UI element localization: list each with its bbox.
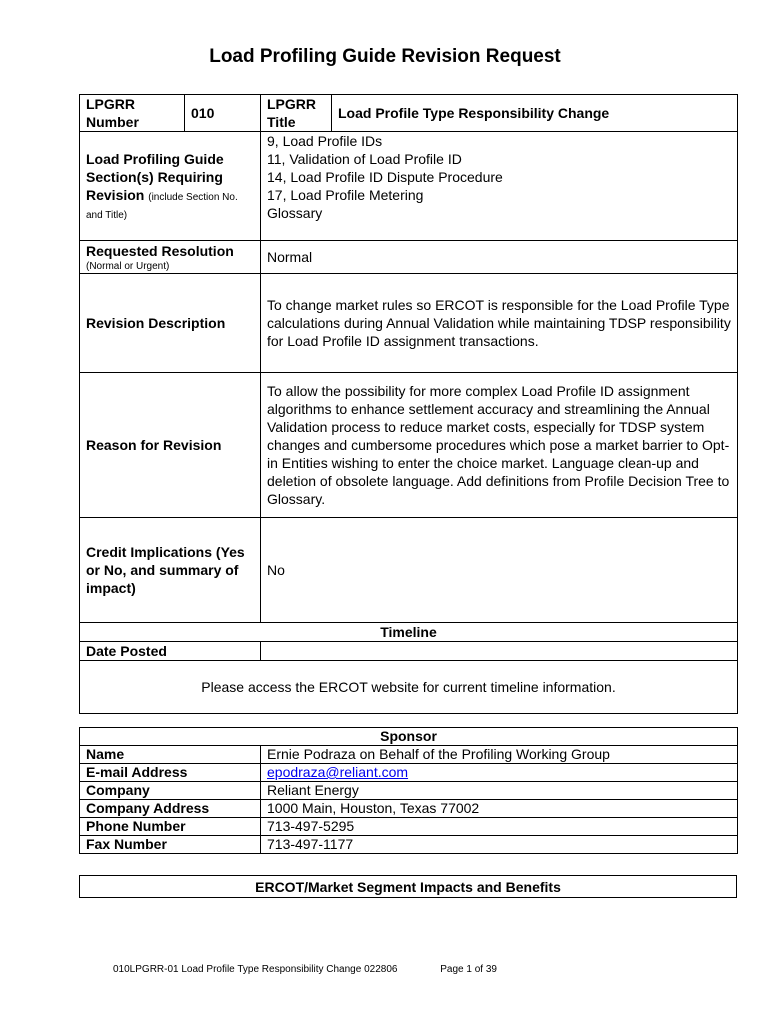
section-item: Glossary <box>267 205 323 221</box>
resolution-value: Normal <box>261 241 738 274</box>
sponsor-label: Company <box>80 782 261 800</box>
credit-row <box>80 518 738 623</box>
timeline-header: Timeline <box>80 623 738 642</box>
sponsor-header-row <box>80 728 738 746</box>
sponsor-row <box>80 782 738 800</box>
timeline-header-row <box>80 623 738 642</box>
resolution-label: Requested Resolution <box>86 242 234 259</box>
sponsor-email-link[interactable]: epodraza@reliant.com <box>267 764 409 780</box>
page-title: Load Profiling Guide Revision Request <box>209 46 561 67</box>
reason-label: Reason for Revision <box>80 373 261 518</box>
sections-list <box>261 132 738 241</box>
sponsor-row <box>80 764 738 782</box>
section-item: 14, Load Profile ID Dispute Procedure <box>267 169 503 185</box>
sponsor-label: Fax Number <box>80 836 261 854</box>
lpgrr-number-label: LPGRR Number <box>80 95 185 132</box>
sections-label: Load Profiling Guide Section(s) Requiring Revision <box>86 151 224 203</box>
sponsor-value: Reliant Energy <box>261 782 738 800</box>
impacts-table <box>79 875 737 898</box>
sponsor-row <box>80 800 738 818</box>
impacts-header: ERCOT/Market Segment Impacts and Benefits <box>80 876 737 898</box>
reason-value: To allow the possibility for more complex Load Profile ID assignment algorithms to enhance settlement accuracy and streamlining the Annual Validation process to reduce market costs, especially for TDSP system changes and cumbersome procedures which pose a market barrier to Opt-in Entities wishing to enter the choice market. Language clean-up and deletion of obsolete language. Add definitions from Profile Decision Tree to Glossary. <box>261 373 738 518</box>
number-row <box>80 95 738 132</box>
sponsor-value: 713-497-1177 <box>261 836 738 854</box>
sponsor-row <box>80 746 738 764</box>
lpgrr-title-label: LPGRR Title <box>261 95 332 132</box>
section-item: 17, Load Profile Metering <box>267 187 424 203</box>
sponsor-label: E-mail Address <box>80 764 261 782</box>
sponsor-label: Company Address <box>80 800 261 818</box>
timeline-note: Please access the ERCOT website for current timeline information. <box>80 661 738 714</box>
resolution-note: (Normal or Urgent) <box>86 260 170 272</box>
section-item: 11, Validation of Load Profile ID <box>267 151 462 167</box>
description-label: Revision Description <box>80 274 261 373</box>
sections-label-cell <box>80 132 261 241</box>
sponsor-email-cell <box>261 764 738 782</box>
sponsor-label: Name <box>80 746 261 764</box>
resolution-label-cell <box>80 241 261 274</box>
credit-value: No <box>261 518 738 623</box>
impacts-header-row <box>80 876 737 898</box>
sponsor-value: Ernie Podraza on Behalf of the Profiling Working Group <box>261 746 738 764</box>
description-value: To change market rules so ERCOT is responsible for the Load Profile Type calculations during Annual Validation while maintaining TDSP responsibility for Load Profile ID assignment transactions. <box>261 274 738 373</box>
lpgrr-number-value: 010 <box>185 95 261 132</box>
sponsor-value: 1000 Main, Houston, Texas 77002 <box>261 800 738 818</box>
sections-note: (include Section No. and Title) <box>86 192 238 221</box>
lpgrr-title-value: Load Profile Type Responsibility Change <box>332 95 738 132</box>
sponsor-table <box>79 727 738 854</box>
footer-page-number: Page 1 of 39 <box>440 964 497 975</box>
date-posted-value <box>261 642 738 661</box>
resolution-row <box>80 241 738 274</box>
credit-label: Credit Implications (Yes or No, and summary of impact) <box>80 518 261 623</box>
date-posted-label: Date Posted <box>80 642 261 661</box>
description-row <box>80 274 738 373</box>
sponsor-label: Phone Number <box>80 818 261 836</box>
page-footer <box>113 964 497 975</box>
timeline-note-row <box>80 661 738 714</box>
footer-doc-id: 010LPGRR-01 Load Profile Type Responsibility Change 022806 <box>113 964 398 975</box>
sections-row <box>80 132 738 241</box>
request-table <box>79 94 738 714</box>
sponsor-row <box>80 836 738 854</box>
sponsor-row <box>80 818 738 836</box>
sponsor-header: Sponsor <box>80 728 738 746</box>
sponsor-value: 713-497-5295 <box>261 818 738 836</box>
date-posted-row <box>80 642 738 661</box>
reason-row <box>80 373 738 518</box>
section-item: 9, Load Profile IDs <box>267 133 383 149</box>
